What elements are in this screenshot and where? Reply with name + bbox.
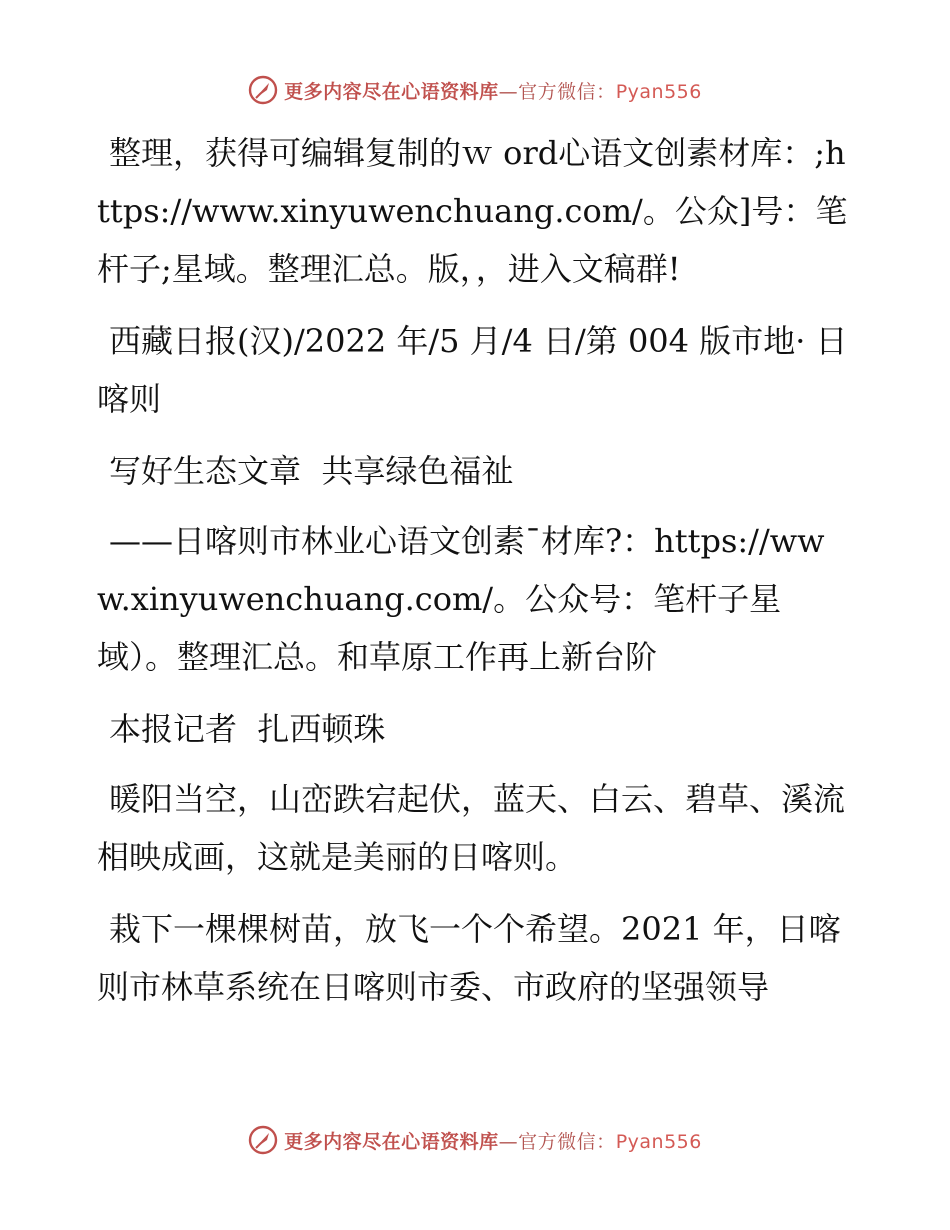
banner-main-text: 更多内容尽在心语资料库	[284, 80, 499, 103]
paragraph-body-1: 暖阳当空，山峦跌宕起伏，蓝天、白云、碧草、溪流相映成画，这就是美丽的日喀则。	[97, 780, 846, 876]
article-title: 写好生态文章 共享绿色福祉	[109, 452, 514, 490]
paragraph-body-2: 栽下一棵棵树苗，放飞一个个希望。2021 年，日喀则市林草系统在日喀则市委、市政府的坚强领导	[97, 910, 841, 1006]
quill-circle-logo-icon	[248, 75, 278, 105]
document-body	[97, 124, 857, 1030]
banner-text	[284, 77, 702, 104]
banner-main-text: 更多内容尽在心语资料库	[284, 1130, 499, 1153]
banner-sub-text: 官方微信：	[518, 1130, 616, 1153]
article-subtitle: ——日喀则市林业心语文创素¯材库?：https://www.xinyuwenchuang.com/。公众号：笔杆子星域）。整理汇总。和草原工作再上新台阶	[97, 522, 825, 676]
banner-wechat-id: Pyan556	[615, 80, 702, 103]
footer-banner	[0, 1120, 950, 1160]
paragraph-intro: 整理，获得可编辑复制的ｗ ord心语文创素材库：;https://www.xinyuwenchuang.com/。公众]号：笔杆子;星域。整理汇总。版，，进入文稿群!	[97, 134, 848, 288]
paragraph-source: 西藏日报(汉)/2022 年/5 月/4 日/第 004 版市地· 日喀则	[97, 322, 848, 418]
header-banner	[0, 70, 950, 110]
banner-text	[284, 1127, 702, 1154]
banner-wechat-id: Pyan556	[615, 1130, 702, 1153]
banner-sub-text: 官方微信：	[518, 80, 616, 103]
banner-separator: —	[498, 1130, 519, 1153]
article-byline: 本报记者 扎西顿珠	[109, 710, 386, 748]
banner-separator: —	[498, 80, 519, 103]
quill-circle-logo-icon	[248, 1125, 278, 1155]
